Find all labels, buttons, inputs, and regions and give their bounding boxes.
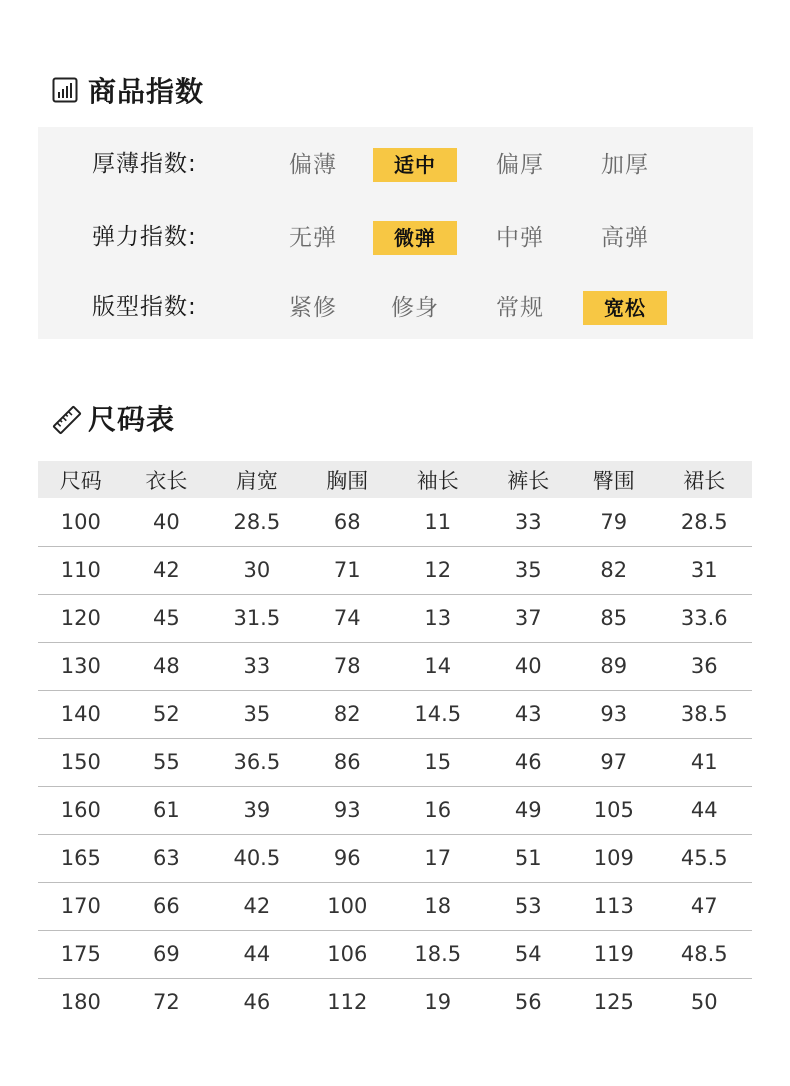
index-option: 偏厚 <box>496 152 544 178</box>
table-cell: 39 <box>209 786 304 834</box>
table-cell: 31.5 <box>209 594 304 642</box>
index-option: 偏薄 <box>289 152 337 178</box>
table-row <box>38 690 752 738</box>
table-cell: 150 <box>38 738 124 786</box>
table-row <box>38 642 752 690</box>
table-cell: 93 <box>571 690 657 738</box>
table-cell: 28.5 <box>209 498 304 546</box>
table-row <box>38 834 752 882</box>
table-cell: 53 <box>485 882 571 930</box>
table-cell: 46 <box>485 738 571 786</box>
table-cell: 51 <box>485 834 571 882</box>
table-cell: 33.6 <box>657 594 752 642</box>
table-row <box>38 882 752 930</box>
table-cell: 93 <box>305 786 391 834</box>
table-cell: 40 <box>124 498 210 546</box>
table-cell: 72 <box>153 990 180 1015</box>
table-cell: 110 <box>38 546 124 594</box>
table-cell: 130 <box>38 642 124 690</box>
table-cell: 40.5 <box>209 834 304 882</box>
table-header-cell: 袖长 <box>390 461 485 498</box>
table-cell: 109 <box>571 834 657 882</box>
table-cell: 37 <box>485 594 571 642</box>
table-header-cell: 臀围 <box>571 461 657 498</box>
table-cell: 56 <box>514 990 542 1015</box>
table-cell: 66 <box>124 882 210 930</box>
table-cell: 31 <box>657 546 752 594</box>
table-cell: 35 <box>485 546 571 594</box>
index-option: 常规 <box>496 295 544 321</box>
table-cell: 42 <box>124 546 210 594</box>
table-cell: 49 <box>485 786 571 834</box>
table-cell: 35 <box>209 690 304 738</box>
index-option: 紧修 <box>289 295 337 321</box>
table-cell: 33 <box>485 498 571 546</box>
table-cell: 44 <box>657 786 752 834</box>
index-row-fit <box>38 287 753 327</box>
size-table <box>38 461 752 1026</box>
table-cell: 112 <box>327 990 368 1015</box>
ruler-icon <box>52 405 78 431</box>
table-cell: 100 <box>38 498 124 546</box>
index-row-thickness <box>38 144 753 184</box>
table-cell: 165 <box>38 834 124 882</box>
table-header-row <box>38 461 752 498</box>
table-cell: 54 <box>485 930 571 978</box>
index-row-elasticity <box>38 217 753 257</box>
index-option-selected: 适中 <box>373 148 457 182</box>
table-cell: 40 <box>485 642 571 690</box>
table-cell: 170 <box>38 882 124 930</box>
table-cell: 14.5 <box>390 690 485 738</box>
index-label: 弹力指数: <box>92 224 197 250</box>
table-header-cell: 胸围 <box>305 461 391 498</box>
table-cell: 33 <box>209 642 304 690</box>
table-cell: 100 <box>305 882 391 930</box>
table-cell: 89 <box>571 642 657 690</box>
table-cell: 85 <box>571 594 657 642</box>
table-cell: 17 <box>390 834 485 882</box>
table-cell: 46 <box>243 990 271 1015</box>
table-cell: 11 <box>390 498 485 546</box>
table-row <box>38 498 752 546</box>
table-cell: 45.5 <box>657 834 752 882</box>
table-cell: 30 <box>209 546 304 594</box>
table-cell: 47 <box>657 882 752 930</box>
table-header-cell: 裙长 <box>657 461 752 498</box>
table-row <box>38 786 752 834</box>
size-chart-title <box>52 398 175 438</box>
size-table-body <box>38 498 752 1026</box>
table-cell: 79 <box>571 498 657 546</box>
table-cell: 55 <box>124 738 210 786</box>
bar-chart-icon <box>52 77 78 103</box>
table-cell: 175 <box>38 930 124 978</box>
table-row <box>38 930 752 978</box>
table-cell: 125 <box>593 990 634 1015</box>
table-cell: 106 <box>305 930 391 978</box>
index-label: 版型指数: <box>92 294 197 320</box>
table-cell: 38.5 <box>657 690 752 738</box>
size-chart-heading: 尺码表 <box>88 403 176 436</box>
table-cell: 12 <box>390 546 485 594</box>
table-header-cell: 肩宽 <box>209 461 304 498</box>
table-cell: 61 <box>124 786 210 834</box>
table-cell: 96 <box>305 834 391 882</box>
table-header-cell: 尺码 <box>38 461 124 498</box>
index-option: 中弹 <box>496 225 544 251</box>
table-cell: 82 <box>305 690 391 738</box>
table-cell: 18 <box>390 882 485 930</box>
table-cell: 14 <box>390 642 485 690</box>
table-cell: 44 <box>209 930 304 978</box>
table-cell: 68 <box>305 498 391 546</box>
table-cell: 43 <box>485 690 571 738</box>
table-cell: 48.5 <box>657 930 752 978</box>
table-cell: 82 <box>571 546 657 594</box>
table-cell: 15 <box>390 738 485 786</box>
table-cell: 180 <box>60 990 101 1015</box>
table-cell: 42 <box>209 882 304 930</box>
table-cell: 119 <box>571 930 657 978</box>
table-cell: 69 <box>124 930 210 978</box>
table-row <box>38 738 752 786</box>
index-option-selected: 微弹 <box>373 221 457 255</box>
product-index-panel <box>38 127 753 339</box>
index-option-selected: 宽松 <box>583 291 667 325</box>
table-cell: 63 <box>124 834 210 882</box>
table-cell: 74 <box>305 594 391 642</box>
index-option: 修身 <box>391 295 439 321</box>
index-option: 高弹 <box>601 225 649 251</box>
table-cell: 140 <box>38 690 124 738</box>
table-cell: 71 <box>305 546 391 594</box>
table-cell: 160 <box>38 786 124 834</box>
table-cell: 120 <box>38 594 124 642</box>
index-option: 加厚 <box>601 152 649 178</box>
table-header-cell: 衣长 <box>124 461 210 498</box>
table-cell: 48 <box>124 642 210 690</box>
table-cell: 19 <box>424 990 452 1015</box>
table-cell: 36 <box>657 642 752 690</box>
table-cell: 78 <box>305 642 391 690</box>
table-row <box>38 978 752 1026</box>
table-cell: 97 <box>571 738 657 786</box>
index-label: 厚薄指数: <box>92 151 197 177</box>
table-cell: 45 <box>124 594 210 642</box>
table-row <box>38 594 752 642</box>
table-row <box>38 546 752 594</box>
table-cell: 86 <box>305 738 391 786</box>
table-cell: 52 <box>124 690 210 738</box>
table-cell: 50 <box>690 990 718 1015</box>
product-index-title <box>52 70 204 110</box>
table-cell: 18.5 <box>390 930 485 978</box>
table-cell: 36.5 <box>209 738 304 786</box>
table-cell: 113 <box>571 882 657 930</box>
table-cell: 105 <box>571 786 657 834</box>
table-cell: 16 <box>390 786 485 834</box>
index-option: 无弹 <box>289 225 337 251</box>
table-header-cell: 裤长 <box>485 461 571 498</box>
table-cell: 28.5 <box>657 498 752 546</box>
page-title: 商品指数 <box>88 75 205 108</box>
table-cell: 13 <box>390 594 485 642</box>
table-cell: 41 <box>657 738 752 786</box>
